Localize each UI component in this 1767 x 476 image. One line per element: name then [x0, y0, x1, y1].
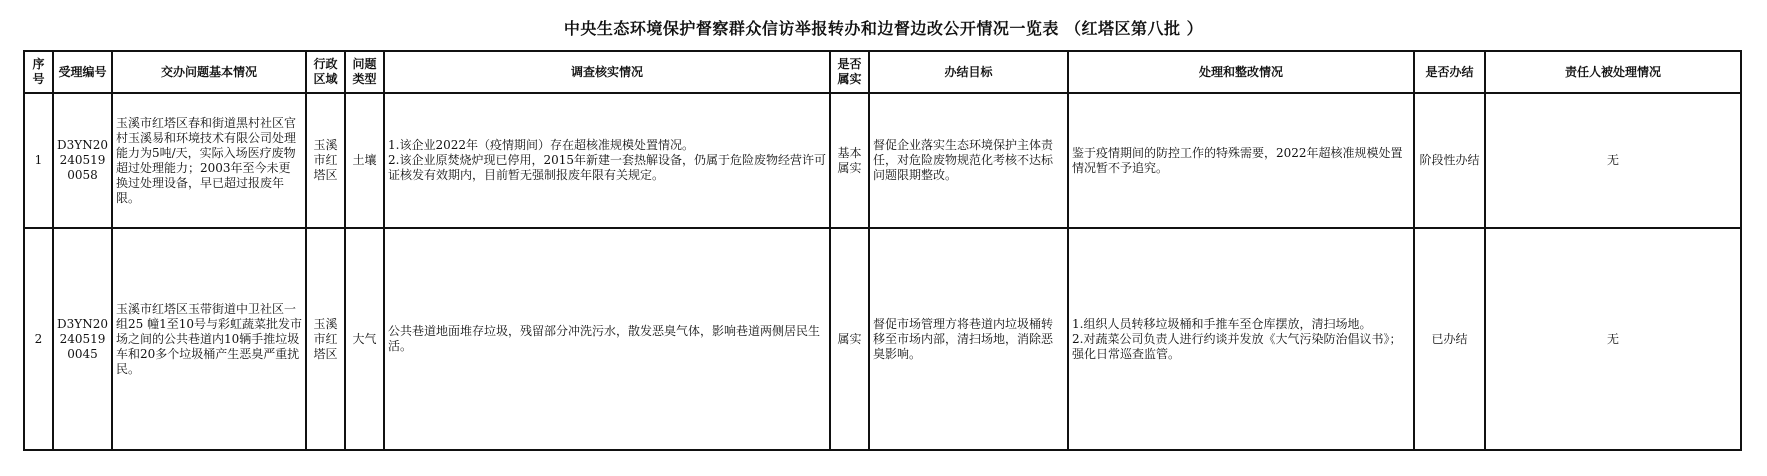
cell-investigation: [384, 228, 830, 450]
cell-goal: 督促市场管理方将巷道内垃圾桶转移至市场内部，清扫场地，消除恶臭影响。: [869, 228, 1068, 450]
investigation-line: 公共巷道地面堆存垃圾，残留部分冲洗污水，散发恶臭气体，影响巷道两侧居民生活。: [388, 324, 821, 353]
cell-seq: 2: [24, 228, 53, 450]
cell-goal: 督促企业落实生态环境保护主体责任，对危险废物规范化考核不达标问题限期整改。: [869, 93, 1068, 228]
disclosure-table: [23, 50, 1742, 451]
header-seq: 序号: [24, 51, 53, 93]
cell-investigation: [384, 93, 830, 228]
cell-true: 基本属实: [830, 93, 869, 228]
handling-line: 鉴于疫情期间的防控工作的特殊需要，2022年超核准规模处置情况暂不予追究。: [1072, 145, 1403, 175]
table-row: [24, 93, 1741, 228]
header-responsible: 责任人被处理情况: [1485, 51, 1741, 93]
header-investigation: 调查核实情况: [384, 51, 830, 93]
header-done: 是否办结: [1414, 51, 1485, 93]
header-type: 问题类型: [345, 51, 384, 93]
cell-handling: [1068, 228, 1414, 450]
cell-done: 阶段性办结: [1414, 93, 1485, 228]
cell-type: 土壤: [345, 93, 384, 228]
handling-line: 1.组织人员转移垃圾桶和手推车至仓库摆放，清扫场地。: [1072, 316, 1372, 331]
cell-responsible: 无: [1485, 228, 1741, 450]
cell-region: 玉溪市红塔区: [306, 228, 345, 450]
investigation-line: 1.该企业2022年（疫情期间）存在超核准规模处置情况。: [388, 138, 694, 152]
investigation-line: 2.该企业原焚烧炉现已停用，2015年新建一套热解设备，仍属于危险废物经营许可证核发有效期内，目前暂无强制报废年限有关规定。: [388, 153, 826, 182]
header-code: 受理编号: [53, 51, 112, 93]
header-handling: 处理和整改情况: [1068, 51, 1414, 93]
cell-seq: 1: [24, 93, 53, 228]
table-row: [24, 228, 1741, 450]
cell-type: 大气: [345, 228, 384, 450]
cell-responsible: 无: [1485, 93, 1741, 228]
cell-true: 属实: [830, 228, 869, 450]
header-goal: 办结目标: [869, 51, 1068, 93]
cell-basic: 玉溪市红塔区玉带街道中卫社区一组25 幢1至10号与彩虹蔬菜批发市场之间的公共巷道内10辆手推垃圾车和20多个垃圾桶产生恶臭严重扰民。: [112, 228, 306, 450]
header-basic: 交办问题基本情况: [112, 51, 306, 93]
header-true: 是否属实: [830, 51, 869, 93]
cell-done: 已办结: [1414, 228, 1485, 450]
cell-handling: [1068, 93, 1414, 228]
cell-region: 玉溪市红塔区: [306, 93, 345, 228]
cell-code: D3YN202405190045: [53, 228, 112, 450]
handling-line: 2.对蔬菜公司负责人进行约谈并发放《大气污染防治倡议书》；强化日常巡查监管。: [1072, 331, 1402, 361]
table-header-row: [24, 51, 1741, 93]
page-title: 中央生态环境保护督察群众信访举报转办和边督边改公开情况一览表 （红塔区第八批 ）: [563, 19, 1204, 38]
cell-basic: 玉溪市红塔区春和街道黑村社区官村玉溪易和环境技术有限公司处理能力为5吨/天，实际入场医疗废物超过处理能力；2003年至今未更换过处理设备，早已超过报废年限。: [112, 93, 306, 228]
header-region: 行政区域: [306, 51, 345, 93]
cell-code: D3YN202405190058: [53, 93, 112, 228]
